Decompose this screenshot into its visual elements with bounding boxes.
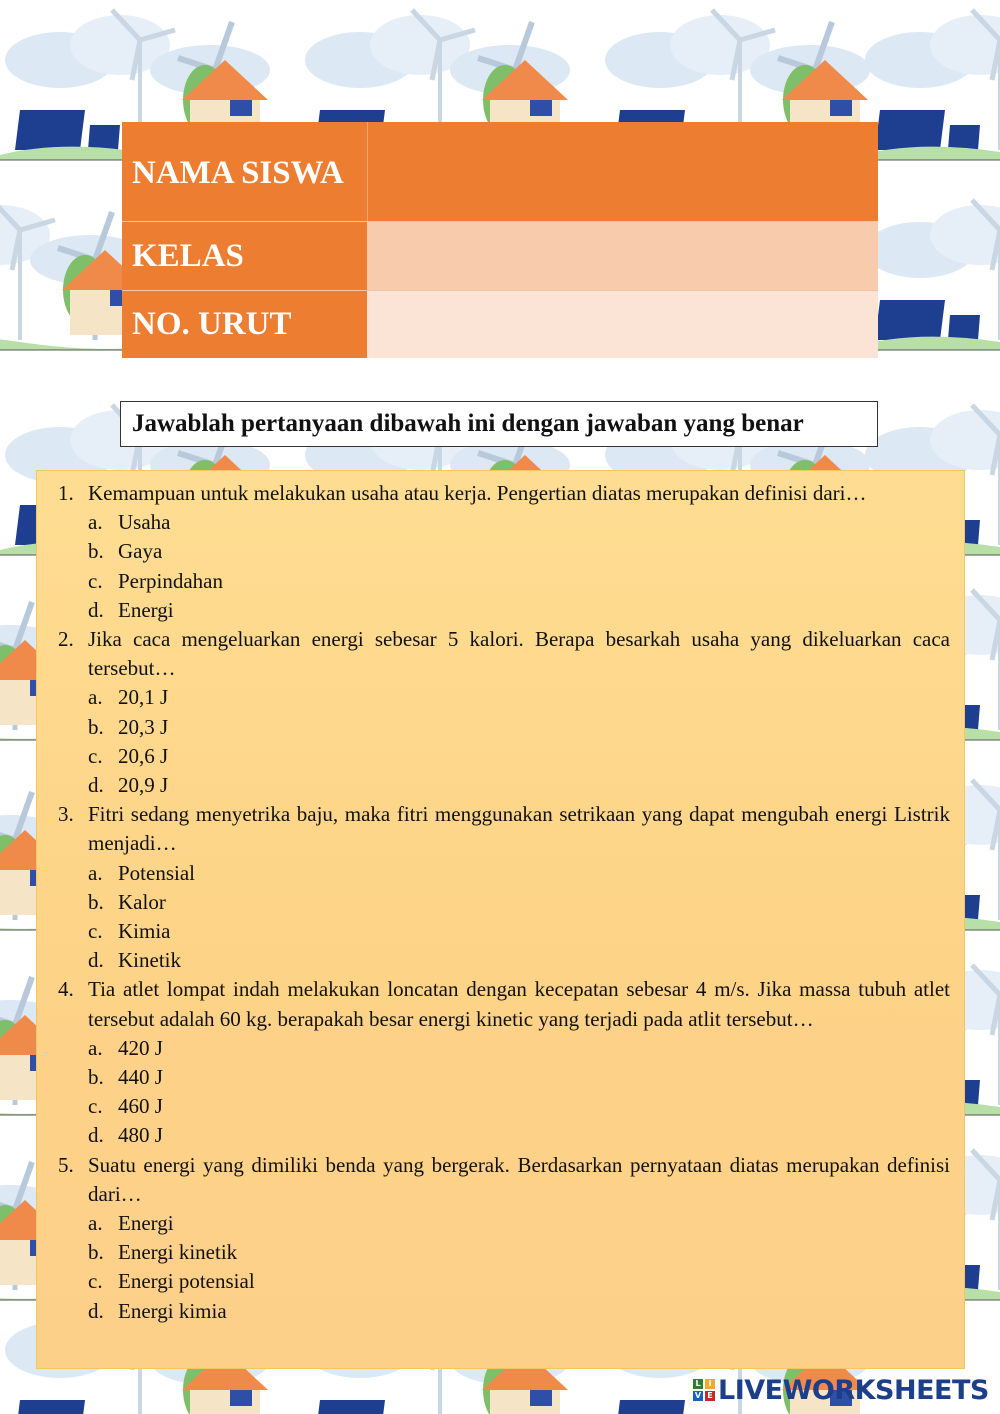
answer-option[interactable] [57,888,950,917]
logo-letter: E [705,1391,715,1401]
row-no-urut [122,290,878,358]
answer-option[interactable] [57,1121,950,1150]
answer-option[interactable] [57,1063,950,1092]
label-no-urut: NO. URUT [122,291,367,358]
liveworksheets-logo [693,1371,993,1409]
option-letter: b. [88,1240,104,1265]
answer-option[interactable] [57,742,950,771]
option-text: Kalor [118,889,166,914]
question-text: Suatu energi yang dimiliki benda yang bergerak. Berdasarkan pernyataan diatas merupakan definisi dari… [88,1152,950,1206]
option-letter: d. [88,1123,104,1148]
option-letter: d. [88,1298,104,1323]
option-letter: a. [88,685,103,710]
question-line [57,975,950,1033]
option-text: Energi kimia [118,1298,227,1323]
option-text: 480 J [118,1123,163,1148]
option-text: Energi [118,597,174,622]
answer-option[interactable] [57,1034,950,1063]
question-text: Tia atlet lompat indah melakukan loncatan dengan kecepatan sebesar 4 m/s. Jika massa tubuh atlet tersebut adalah 60 kg. berapakah besar energi kinetic yang terjadi pada atlit tersebut… [88,977,950,1031]
option-text: 20,1 J [118,685,169,710]
question-line [57,625,950,683]
label-kelas: KELAS [122,222,367,290]
answer-option[interactable] [57,1267,950,1296]
option-text: Energi kinetik [118,1240,238,1265]
input-kelas[interactable] [367,222,878,290]
answer-option[interactable] [57,771,950,800]
option-letter: a. [88,860,103,885]
answer-option[interactable] [57,946,950,975]
option-text: Usaha [118,510,171,535]
option-text: 20,9 J [118,773,169,798]
option-letter: c. [88,743,103,768]
answer-option[interactable] [57,1092,950,1121]
question-text: Kemampuan untuk melakukan usaha atau kerja. Pengertian diatas merupakan definisi dari… [88,481,867,505]
question-panel [36,470,965,1369]
answer-option[interactable] [57,508,950,537]
question-number: 2. [58,627,74,652]
question-number: 5. [58,1152,74,1177]
logo-letter: V [694,1391,702,1400]
option-letter: c. [88,1094,103,1119]
question-text: Jika caca mengeluarkan energi sebesar 5 kalori. Berapa besarkah usaha yang dikeluarkan caca tersebut… [88,627,950,681]
option-letter: c. [88,1269,103,1294]
answer-option[interactable] [57,596,950,625]
student-identity-table [122,122,878,358]
option-letter: b. [88,539,104,564]
logo-text: LIVEWORKSHEETS [718,1374,989,1406]
question-line [57,800,950,858]
logo-letter: L [693,1379,703,1389]
option-letter: a. [88,1211,103,1236]
question-number: 3. [58,802,74,827]
answer-option[interactable] [57,1297,950,1326]
option-text: Energi potensial [118,1269,255,1294]
question-line [57,1151,950,1209]
option-letter: c. [88,568,103,593]
row-kelas [122,221,878,290]
option-text: 440 J [118,1065,163,1090]
option-text: Gaya [118,539,163,564]
option-text: Kinetik [118,948,181,973]
question-item [57,479,950,625]
option-letter: b. [88,714,104,739]
option-letter: d. [88,597,104,622]
question-item [57,625,950,800]
option-letter: a. [88,510,103,535]
instruction-text: Jawablah pertanyaan dibawah ini dengan jawaban yang benar [132,410,804,437]
option-letter: a. [88,1035,103,1060]
option-text: Energi [118,1211,174,1236]
answer-option[interactable] [57,713,950,742]
option-letter: d. [88,773,104,798]
answer-option[interactable] [57,1209,950,1238]
instruction-box [120,401,878,447]
option-letter: d. [88,948,104,973]
answer-option[interactable] [57,683,950,712]
option-text: 420 J [118,1035,163,1060]
answer-option[interactable] [57,917,950,946]
option-letter: b. [88,1065,104,1090]
question-number: 1. [58,481,74,505]
option-letter: c. [88,919,103,944]
option-text: 20,6 J [118,743,169,768]
row-nama-siswa [122,122,878,221]
question-item [57,800,950,975]
question-text: Fitri sedang menyetrika baju, maka fitri menggunakan setrikaan yang dapat mengubah energi Listrik menjadi… [88,802,950,856]
answer-option[interactable] [57,567,950,596]
option-text: 20,3 J [118,714,169,739]
logo-mark-icon [693,1379,715,1401]
answer-option[interactable] [57,859,950,888]
answer-option[interactable] [57,1238,950,1267]
label-nama-siswa: NAMA SISWA [122,122,367,221]
option-text: 460 J [118,1094,163,1119]
logo-letter: I [705,1379,715,1389]
question-item [57,1151,950,1326]
option-letter: b. [88,889,104,914]
option-text: Kimia [118,919,171,944]
question-number: 4. [58,977,74,1002]
question-item [57,975,950,1150]
option-text: Perpindahan [118,568,223,593]
answer-option[interactable] [57,537,950,566]
option-text: Potensial [118,860,195,885]
question-line [57,479,950,508]
input-no-urut[interactable] [367,291,878,358]
input-nama-siswa[interactable] [367,122,878,221]
